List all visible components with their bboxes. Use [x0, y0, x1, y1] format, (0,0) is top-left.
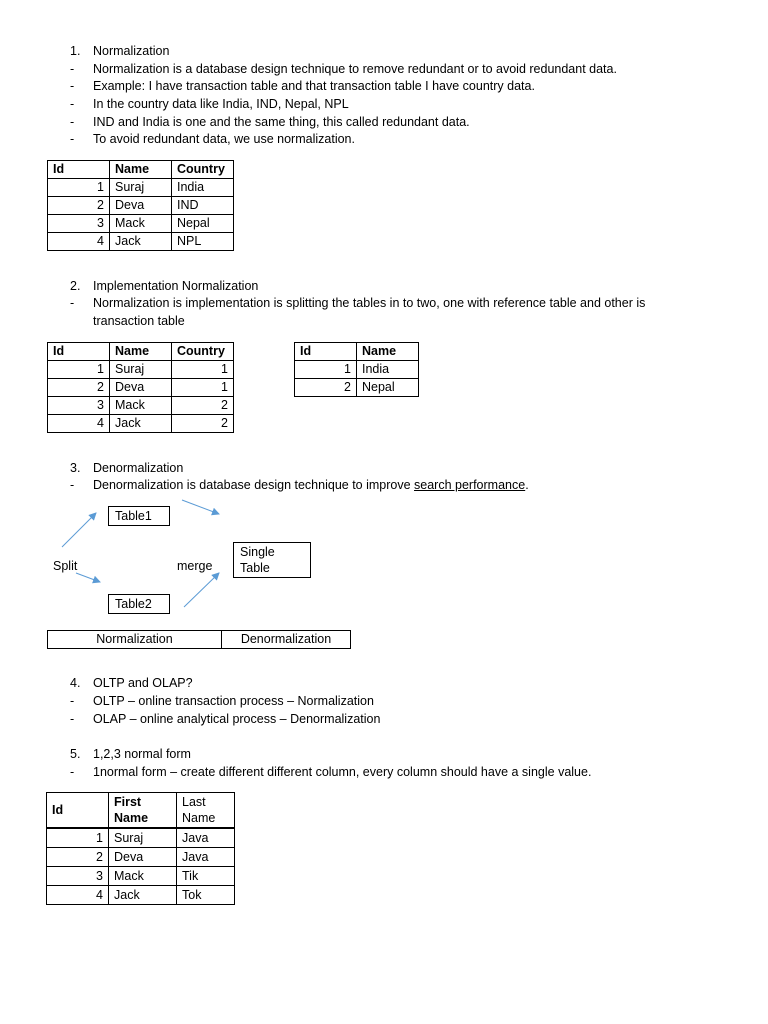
table-row: Normalization Denormalization — [48, 631, 351, 649]
merge-label: merge — [177, 559, 213, 573]
table-row: 3 Mack 2 — [48, 397, 234, 415]
table-row: 2 Deva 1 — [48, 379, 234, 397]
table-row: 2 Deva IND — [48, 197, 234, 215]
table-header-row: Id Name Country — [48, 343, 234, 361]
arrow-table1-right — [182, 500, 219, 514]
table-header-row: Id Name — [295, 343, 419, 361]
table-row: 1 Suraj Java — [47, 828, 235, 848]
arrow-split-to-table1 — [62, 513, 96, 547]
table-row: 2 Deva Java — [47, 848, 235, 867]
section1-number: 1. — [70, 44, 81, 58]
table-row: 1 India — [295, 361, 419, 379]
single-table-box: Single Table — [233, 542, 311, 578]
table2-box: Table2 — [108, 594, 170, 614]
table-row: 4 Jack Tok — [47, 886, 235, 905]
table-header-row: Id Name Country — [48, 161, 234, 179]
table-row: 4 Jack NPL — [48, 233, 234, 251]
table-row: 4 Jack 2 — [48, 415, 234, 433]
comparison-table — [47, 630, 351, 649]
arrow-split-to-table2 — [76, 573, 100, 582]
split-label: Split — [53, 559, 78, 573]
section1-title: Normalization — [93, 44, 170, 58]
table1-box: Table1 — [108, 506, 170, 526]
arrow-table2-to-single — [184, 573, 219, 607]
table-row: 1 Suraj India — [48, 179, 234, 197]
table-row: 2 Nepal — [295, 379, 419, 397]
search-performance-link: search performance — [414, 478, 526, 492]
table-row: 1 Suraj 1 — [48, 361, 234, 379]
table-header-row: Id First Name Last Name — [47, 793, 235, 829]
table-row: 3 Mack Tik — [47, 867, 235, 886]
first-normal-form-table — [46, 792, 235, 905]
table-row: 3 Mack Nepal — [48, 215, 234, 233]
